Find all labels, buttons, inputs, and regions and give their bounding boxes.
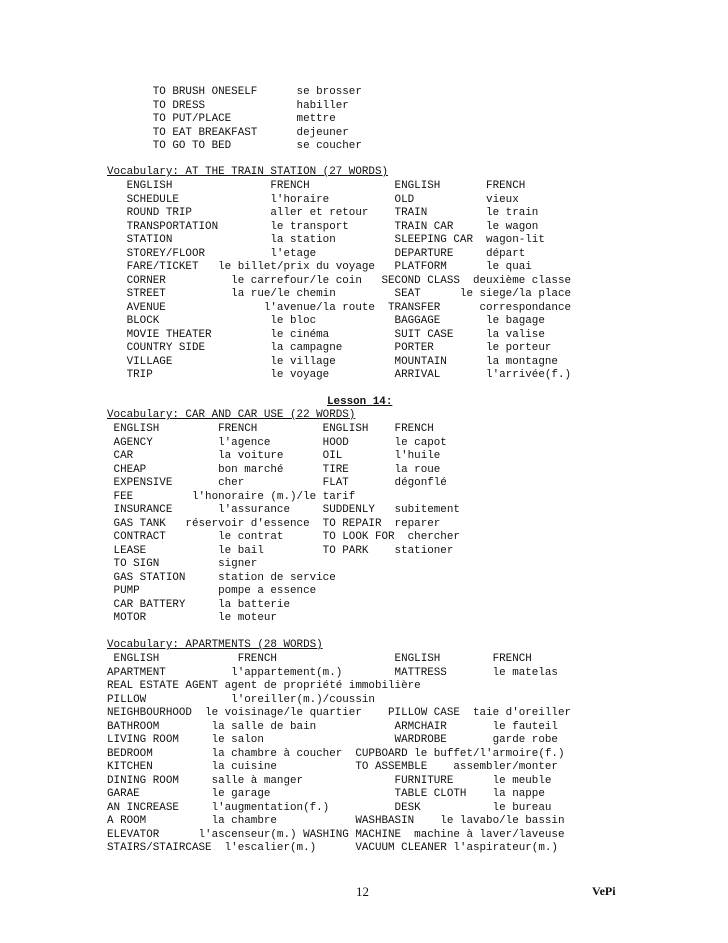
vocab-row: TRANSPORTATION le transport TRAIN CAR le wagon <box>107 220 539 233</box>
vocab-row: AGENCY l'agence HOOD le capot <box>107 436 447 449</box>
vocab-row: COUNTRY SIDE la campagne PORTER le porteur <box>107 342 552 354</box>
verb-row: TO BRUSH ONESELF se brosser <box>107 86 362 98</box>
section-heading-train: Vocabulary: AT THE TRAIN STATION (27 WORDS) <box>107 166 389 178</box>
vocab-row: MOVIE THEATER le cinéma SUIT CASE la valise <box>107 328 545 341</box>
vocab-row: STATION la station SLEEPING CAR wagon-lit <box>107 234 545 246</box>
verb-row: TO DRESS habiller <box>107 99 349 112</box>
vocab-row: STAIRS/STAIRCASE l'escalier(m.) VACUUM CLEANER l'aspirateur(m.) <box>107 842 558 854</box>
vocab-row: ELEVATOR l'ascenseur(m.) WASHING MACHINE machine à laver/laveuse <box>107 828 565 841</box>
vocab-row: CAR BATTERY la batterie <box>107 598 290 611</box>
verb-row: TO PUT/PLACE mettre <box>107 113 336 125</box>
vocab-row: ENGLISH FRENCH ENGLISH FRENCH <box>107 180 526 192</box>
vocab-row: ENGLISH FRENCH ENGLISH FRENCH <box>107 423 434 435</box>
vocab-row: STREET la rue/le chemin SEAT le siege/la place <box>107 288 572 300</box>
vocab-row: MOTOR le moteur <box>107 612 277 624</box>
vocab-row: GAS TANK réservoir d'essence TO REPAIR reparer <box>107 517 441 530</box>
vocab-row: CORNER le carrefour/le coin SECOND CLASS deuxième classe <box>107 274 572 287</box>
vocab-row: PUMP pompe a essence <box>107 585 317 597</box>
lesson-title: Lesson 14: <box>327 396 393 408</box>
vocab-row: CONTRACT le contrat TO LOOK FOR chercher <box>107 531 460 543</box>
vocab-row: APARTMENT l'appartement(m.) MATTRESS le matelas <box>107 666 558 679</box>
vocab-row: FEE l'honoraire (m.)/le tarif <box>107 490 356 503</box>
page-number: 12 <box>356 884 369 899</box>
vocab-row: NEIGHBOURHOOD le voisinage/le quartier PILLOW CASE taie d'oreiller <box>107 707 572 719</box>
vocab-row: VILLAGE le village MOUNTAIN la montagne <box>107 355 558 368</box>
vocab-row: GARAE le garage TABLE CLOTH la nappe <box>107 788 545 800</box>
vocab-row: ROUND TRIP aller et retour TRAIN le train <box>107 207 539 219</box>
vocab-row: EXPENSIVE cher FLAT dégonflé <box>107 477 447 489</box>
vocab-row: BLOCK le bloc BAGGAGE le bagage <box>107 315 545 327</box>
vocab-row: CHEAP bon marché TIRE la roue <box>107 463 441 476</box>
vocab-row: DINING ROOM salle à manger FURNITURE le meuble <box>107 774 552 787</box>
vocab-row: GAS STATION station de service <box>107 571 336 584</box>
vocab-row: BATHROOM la salle de bain ARMCHAIR le fauteil <box>107 720 558 733</box>
vocab-row: REAL ESTATE AGENT agent de propriété immobilière <box>107 680 421 692</box>
section-heading-car: Vocabulary: CAR AND CAR USE (22 WORDS) <box>107 409 356 421</box>
vocab-row: BEDROOM la chambre à coucher CUPBOARD le buffet/l'armoire(f.) <box>107 747 565 760</box>
vocab-row: LEASE le bail TO PARK stationer <box>107 544 454 557</box>
verb-row: TO EAT BREAKFAST dejeuner <box>107 126 349 139</box>
vocab-row: PILLOW l'oreiller(m.)/coussin <box>107 693 375 706</box>
vocab-row: STOREY/FLOOR l'etage DEPARTURE départ <box>107 247 526 260</box>
vocab-row: INSURANCE l'assurance SUDDENLY subitement <box>107 504 460 516</box>
vocab-row: A ROOM la chambre WASHBASIN le lavabo/le bassin <box>107 815 565 827</box>
vocab-row: AN INCREASE l'augmentation(f.) DESK le bureau <box>107 801 552 814</box>
vocab-row: LIVING ROOM le salon WARDROBE garde robe <box>107 734 558 746</box>
vocab-row: TO SIGN signer <box>107 558 258 570</box>
vocab-row: TRIP le voyage ARRIVAL l'arrivée(f.) <box>107 369 572 381</box>
verb-row: TO GO TO BED se coucher <box>107 140 362 152</box>
vocab-row: AVENUE l'avenue/la route TRANSFER correspondance <box>107 301 572 314</box>
vocab-row: CAR la voiture OIL l'huile <box>107 450 441 462</box>
vocab-row: FARE/TICKET le billet/prix du voyage PLATFORM le quai <box>107 261 532 273</box>
section-heading-apartments: Vocabulary: APARTMENTS (28 WORDS) <box>107 639 323 651</box>
vocab-row: KITCHEN la cuisine TO ASSEMBLE assembler/monter <box>107 761 558 773</box>
footer-signature: VePi <box>592 884 616 898</box>
vocab-row: SCHEDULE l'horaire OLD vieux <box>107 193 519 206</box>
vocab-row: ENGLISH FRENCH ENGLISH FRENCH <box>107 653 532 665</box>
